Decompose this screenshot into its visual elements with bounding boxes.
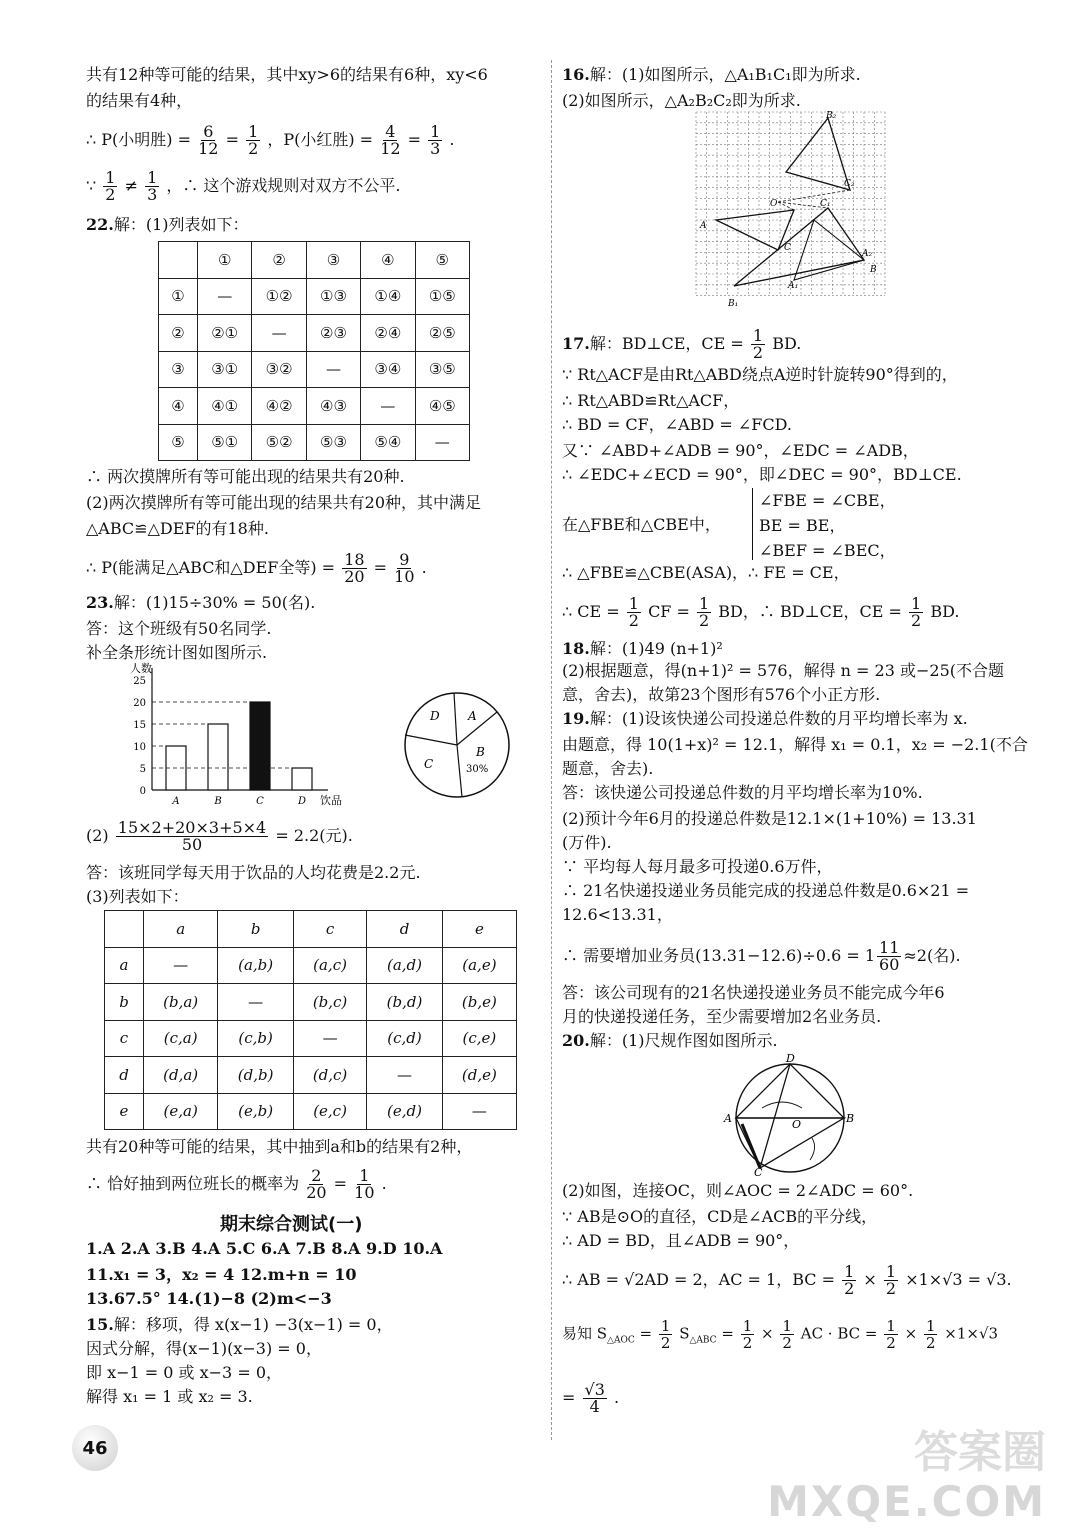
- formula-line: [86, 820, 353, 853]
- text-line: (3)列表如下：: [86, 887, 189, 906]
- table-cell: ①③: [306, 278, 360, 315]
- y-tick-label: 25: [133, 676, 146, 687]
- table-row: [159, 315, 470, 352]
- table-cell: a: [144, 911, 218, 948]
- pie-label-b-pct: 30%: [466, 764, 489, 775]
- fraction: $\frac{1}{2}$: [248, 122, 259, 158]
- fraction: $\frac{1}{10}$: [354, 1166, 375, 1202]
- table-cell: —: [367, 1057, 443, 1094]
- formula-line: [86, 124, 455, 157]
- table-cell: ⑤①: [198, 424, 252, 461]
- table-cell: ③: [306, 242, 360, 279]
- label-b: B: [846, 1112, 855, 1125]
- text: = 2.2(元).: [275, 826, 353, 845]
- fraction: $\frac{1}{2}$: [752, 326, 764, 362]
- fraction: $\frac{1}{2}$: [911, 594, 922, 630]
- text: 解：(1)15÷30% = 50(名).: [113, 593, 316, 612]
- text-line: 补全条形统计图如图所示.: [86, 643, 268, 662]
- text-line: 又∵ ∠ABD+∠ADB = 90°，∠EDC = ∠ADB，: [562, 441, 919, 460]
- table-cell: (b,a): [144, 984, 218, 1021]
- table-cell: —: [252, 315, 306, 352]
- text-line: 因式分解，得(x−1)(x−3) = 0，: [86, 1339, 322, 1358]
- table-cell: —: [415, 424, 469, 461]
- table-cell: (c,d): [367, 1020, 443, 1057]
- pie-label-b: B: [476, 745, 485, 759]
- text-line: ∴ △FBE≌△CBE(ASA)，∴ FE = CE，: [562, 563, 850, 582]
- table-cell: ①④: [361, 278, 415, 315]
- question-20: [562, 1030, 778, 1052]
- text: 解：(1)49 (n+1)²: [589, 639, 723, 658]
- text-line: 在△FBE和△CBE中，: [562, 515, 721, 534]
- text: 解：(1)设该快递公司投递总件数的月平均增长率为 x.: [589, 709, 968, 728]
- text: ∴ P(能满足△ABC和△DEF全等) =: [86, 558, 336, 577]
- text-line: (2)根据题意，得(n+1)² = 576，解得 n = 23 或−25(不合题: [562, 661, 1004, 680]
- table-cell: ④⑤: [415, 388, 469, 425]
- table-cell: ①⑤: [415, 278, 469, 315]
- table-cell: e: [105, 1093, 144, 1130]
- page-number: 46: [72, 1425, 118, 1471]
- text: 解：(1)如图所示，△A₁B₁C₁即为所求.: [589, 65, 861, 84]
- table-cell: (d,b): [218, 1057, 294, 1094]
- table-header-row: [105, 911, 517, 948]
- bar-B: [208, 724, 228, 790]
- text-line: 答：该公司现有的21名快递投递业务员不能完成今年6: [562, 983, 945, 1002]
- text-line: △ABC≌△DEF的有18种.: [86, 519, 269, 538]
- fraction: $\frac{√3}{4}$: [584, 1380, 605, 1416]
- table-row: [159, 278, 470, 315]
- fraction: $\frac{1}{2}$: [742, 1317, 753, 1352]
- y-tick-label: 20: [133, 698, 146, 709]
- table-cell: (e,d): [367, 1093, 443, 1130]
- table-row: [105, 1020, 517, 1057]
- question-number: 19.: [562, 709, 590, 728]
- table-cell: —: [442, 1093, 516, 1130]
- fraction: $\frac{1}{2}$: [105, 168, 116, 204]
- text-line: 题意，舍去).: [562, 759, 654, 778]
- x-tick-label: C: [256, 796, 264, 807]
- formula-line: ∴ 恰好抽到两位班长的概率为 $\frac{2}{20}$ = $\frac{1}{10}$ .: [86, 1166, 387, 1202]
- column-divider: [551, 60, 552, 1440]
- formula-line: = $\frac{√3}{4}$ .: [562, 1380, 620, 1416]
- fraction: $\frac{1}{2}$: [844, 1262, 855, 1298]
- table-cell: ①②: [252, 278, 306, 315]
- fraction: $\frac{9}{10}$: [394, 550, 415, 586]
- fraction: $\frac{1}{2}$: [885, 1262, 897, 1298]
- bar-C: [250, 702, 270, 790]
- text-line: 即 x−1 = 0 或 x−3 = 0，: [86, 1363, 282, 1382]
- label: B₂: [826, 111, 837, 121]
- text: ，∴ 这个游戏规则对双方不公平.: [166, 176, 401, 195]
- table-cell: (a,b): [218, 947, 294, 984]
- fraction: $\frac{1}{3}$: [430, 122, 441, 158]
- text: .: [449, 130, 455, 149]
- formula-line: ∴ AB = √2AD = 2，AC = 1，BC = $\frac{1}{2}$ × $\frac{1}{2}$ ×1×√3 = √3.: [562, 1262, 1012, 1298]
- text-line: ∴ 两次摸牌所有等可能出现的结果共有20种.: [86, 467, 405, 486]
- question-number: 16.: [562, 65, 590, 84]
- table-cell: ④③: [306, 388, 360, 425]
- table-cell: ③④: [361, 351, 415, 388]
- circle-figure: [722, 1052, 858, 1176]
- table-row: [105, 1057, 517, 1094]
- table-cell: d: [367, 911, 443, 948]
- pie-chart: [402, 690, 512, 800]
- table-cell: ③: [159, 351, 198, 388]
- table-cell: [105, 911, 144, 948]
- table-22: [158, 241, 470, 461]
- table-cell: ④: [159, 388, 198, 425]
- table-cell: ⑤②: [252, 424, 306, 461]
- table-cell: —: [306, 351, 360, 388]
- fraction: $\frac{15\times 2+20\times 3+5\times 4}{50}$: [117, 818, 267, 854]
- table-cell: (a,d): [367, 947, 443, 984]
- y-tick-label: 10: [133, 742, 146, 753]
- fraction: $\frac{1}{2}$: [782, 1317, 792, 1352]
- construction-arc: [810, 1138, 815, 1160]
- question-number: 15.: [86, 1315, 114, 1334]
- table-cell: —: [293, 1020, 366, 1057]
- table-cell: ②⑤: [415, 315, 469, 352]
- y-tick-label: 15: [133, 720, 146, 731]
- fraction: $\frac{18}{20}$: [344, 550, 365, 586]
- construction-line: [778, 202, 794, 210]
- bar-chart: [110, 660, 360, 810]
- fraction: $\frac{1}{2}$: [886, 1317, 896, 1352]
- text-line: (2)如图所示，△A₂B₂C₂即为所求.: [562, 91, 801, 110]
- pie-divider: [457, 745, 462, 797]
- watermark-url: MXQE.COM: [767, 1477, 1046, 1526]
- y-tick-label: 5: [139, 764, 146, 775]
- question-number: 23.: [86, 593, 114, 612]
- table-cell: e: [442, 911, 516, 948]
- triangle-acb: [736, 1118, 844, 1168]
- table-cell: (d,a): [144, 1057, 218, 1094]
- text-line: BE = BE，: [759, 516, 846, 535]
- table-cell: c: [293, 911, 366, 948]
- text-line: 月的快递投递任务，至少需要增加2名业务员.: [562, 1007, 882, 1026]
- table-cell: (c,e): [442, 1020, 516, 1057]
- table-cell: (c,b): [218, 1020, 294, 1057]
- table-cell: ③②: [252, 351, 306, 388]
- fraction: $\frac{6}{12}$: [198, 122, 219, 158]
- table-cell: a: [105, 947, 144, 984]
- fraction: $\frac{2}{20}$: [306, 1166, 327, 1202]
- label: C: [784, 243, 791, 253]
- text: =: [225, 130, 239, 149]
- table-cell: ③⑤: [415, 351, 469, 388]
- text-line: 的结果有4种，: [86, 91, 193, 110]
- table-row: [159, 388, 470, 425]
- label-d: D: [786, 1052, 795, 1065]
- text-line: 解得 x₁ = 1 或 x₂ = 3.: [86, 1387, 253, 1406]
- text-line: 答：该快递公司投递总件数的月平均增长率为10%.: [562, 783, 923, 802]
- text: ≠: [124, 176, 138, 195]
- table-cell: b: [218, 911, 294, 948]
- table-cell: (c,a): [144, 1020, 218, 1057]
- question-22: [86, 214, 249, 236]
- table-23: [104, 910, 517, 1130]
- text-line: 12.6<13.31，: [562, 905, 673, 924]
- text: =: [407, 130, 422, 149]
- text-line: 答：这个班级有50名同学.: [86, 619, 272, 638]
- text-line: ∵ AB是⊙O的直径，CD是∠ACB的平分线，: [562, 1207, 878, 1226]
- formula-line: 易知 $S_{\triangle AOC}$ = $\frac{1}{2}$ $S_{\triangle ABC}$ = $\frac{1}{2}$ × $\frac{1}{2}$ AC · BC = $\frac{1}{2}$ × $\frac{1}{2}$ ×1×√3: [562, 1317, 999, 1352]
- table-cell: ②: [252, 242, 306, 279]
- fraction: $\frac{1}{3}$: [147, 168, 158, 204]
- label-a: A: [724, 1112, 732, 1125]
- fraction: $\frac{11}{60}$: [879, 938, 900, 974]
- grid-figure: [694, 110, 890, 310]
- table-cell: ②③: [306, 315, 360, 352]
- label: B: [870, 265, 877, 275]
- table-cell: ①: [159, 278, 198, 315]
- table-row: [105, 984, 517, 1021]
- table-cell: (b,e): [442, 984, 516, 1021]
- label: A₂: [862, 249, 873, 259]
- table-cell: ⑤: [159, 424, 198, 461]
- text-line: (万件).: [562, 833, 612, 852]
- question-18: [562, 638, 723, 660]
- grid-lines: [696, 112, 885, 296]
- y-axis-label: 人数: [130, 662, 152, 675]
- fraction: $\frac{1}{2}$: [925, 1317, 936, 1352]
- pie-label-c: C: [424, 757, 434, 771]
- text-line: ∵ Rt△ACF是由Rt△ABD绕点A逆时针旋转90°得到的，: [562, 365, 958, 384]
- question-17: [562, 328, 801, 361]
- question-16: [562, 64, 861, 86]
- table-cell: (e,a): [144, 1093, 218, 1130]
- table-cell: (b,d): [367, 984, 443, 1021]
- text: ∵: [86, 176, 97, 195]
- construction-arc: [762, 1102, 802, 1108]
- triangle-adb: [736, 1064, 844, 1118]
- pie-divider: [457, 712, 497, 745]
- text-line: ∴ ∠EDC+∠ECD = 90°，即∠DEC = 90°，BD⊥CE.: [562, 465, 962, 484]
- table-cell: ⑤: [415, 242, 469, 279]
- text: BD.: [772, 334, 802, 353]
- text-line: 答：该班同学每天用于饮品的人均花费是2.2元.: [86, 863, 421, 882]
- question-15: [86, 1314, 393, 1336]
- label-c: C: [754, 1166, 763, 1176]
- triangle-a2b2c2: [786, 118, 850, 190]
- table-row: [105, 947, 517, 984]
- table-cell: —: [361, 388, 415, 425]
- text: 解：(1)列表如下：: [113, 215, 249, 234]
- text: ∴ 恰好抽到两位班长的概率为: [86, 1174, 300, 1193]
- question-number: 18.: [562, 639, 590, 658]
- text: ∴ P(小明胜) =: [86, 130, 192, 149]
- table-cell: ⑤④: [361, 424, 415, 461]
- label: A: [700, 221, 707, 231]
- pie-label-d: D: [430, 709, 440, 723]
- text: 解：BD⊥CE，CE =: [589, 334, 744, 353]
- label: C₁: [820, 199, 831, 209]
- table-cell: (d,e): [442, 1057, 516, 1094]
- formula-line: ∴ P(能满足△ABC和△DEF全等) = $\frac{18}{20}$ = $\frac{9}{10}$ .: [86, 550, 427, 586]
- table-cell: b: [105, 984, 144, 1021]
- table-cell: [159, 242, 198, 279]
- label: A₁: [788, 281, 799, 291]
- table-cell: (e,b): [218, 1093, 294, 1130]
- text: =: [373, 558, 388, 577]
- fraction: $\frac{1}{2}$: [699, 594, 710, 630]
- fraction: $\frac{4}{12}$: [380, 122, 401, 158]
- table-cell: ③①: [198, 351, 252, 388]
- question-number: 20.: [562, 1031, 590, 1050]
- question-19: [562, 708, 968, 730]
- text-line: ∴ BD = CF，∠ABD = ∠FCD.: [562, 415, 792, 434]
- angle-mark: [742, 1124, 760, 1168]
- x-axis-label: 饮品: [320, 794, 342, 807]
- pie-divider: [405, 735, 457, 745]
- brace-group: [752, 488, 896, 560]
- text-line: (2)两次摸牌所有等可能出现的结果共有20种，其中满足: [86, 493, 482, 512]
- x-tick-label: B: [214, 796, 222, 807]
- table-cell: (a,e): [442, 947, 516, 984]
- table-cell: ⑤③: [306, 424, 360, 461]
- text-line: ∠FBE = ∠CBE，: [759, 491, 896, 510]
- table-header-row: [159, 242, 470, 279]
- text-line: ∵ 平均每人每月最多可投递0.6万件，: [562, 857, 833, 876]
- text-line: ∠BEF = ∠BEC，: [759, 541, 896, 560]
- formula-line: [86, 170, 401, 203]
- label: B₁: [728, 299, 739, 309]
- text: 解：(1)尺规作图如图所示.: [589, 1031, 778, 1050]
- text-line: (2)预计今年6月的投递总件数是12.1×(1+10%) = 13.31: [562, 809, 977, 828]
- table-row: [159, 424, 470, 461]
- text: (2): [86, 826, 109, 845]
- question-number: 17.: [562, 334, 590, 353]
- watermark-logo: 答案圈: [914, 1427, 1046, 1478]
- formula-line: ∴ CE = $\frac{1}{2}$ CF = $\frac{1}{2}$ BD，∴ BD⊥CE，CE = $\frac{1}{2}$ BD.: [562, 594, 960, 630]
- table-cell: ②①: [198, 315, 252, 352]
- label: C₂: [844, 179, 855, 189]
- question-number: 22.: [86, 215, 114, 234]
- table-row: [159, 351, 470, 388]
- question-23: [86, 592, 315, 614]
- text-line: ∴ AD = BD，且∠ADB = 90°，: [562, 1231, 800, 1250]
- bar-D: [292, 768, 312, 790]
- x-tick-label: D: [297, 796, 307, 807]
- text: ，P(小红胜) =: [267, 130, 374, 149]
- table-cell: (a,c): [293, 947, 366, 984]
- table-cell: ④②: [252, 388, 306, 425]
- pie-divider: [454, 693, 457, 745]
- section-title: 期末综合测试(一): [220, 1214, 363, 1235]
- table-cell: ②④: [361, 315, 415, 352]
- text-line: 共有12种等可能的结果，其中xy>6的结果有6种，xy<6: [86, 65, 488, 84]
- text: 解：移项，得 x(x−1) −3(x−1) = 0，: [113, 1315, 393, 1334]
- formula-line: ∴ 需要增加业务员(13.31−12.6)÷0.6 = 1 $\frac{11}{60}$ ≈2(名).: [562, 938, 961, 974]
- label: O: [770, 199, 778, 209]
- answers-line: 13.67.5° 14.(1)−8 (2)m<−3: [86, 1289, 332, 1308]
- text-line: 意，舍去)，故第23个图形有576个小正方形.: [562, 685, 881, 704]
- text: =: [333, 1174, 348, 1193]
- table-cell: —: [218, 984, 294, 1021]
- text-line: 共有20种等可能的结果，其中抽到a和b的结果有2种，: [86, 1137, 473, 1156]
- text-line: ∴ 21名快递投递业务员能完成的投递总件数是0.6×21 =: [562, 881, 970, 900]
- table-cell: (b,c): [293, 984, 366, 1021]
- answers-line: 1.A 2.A 3.B 4.A 5.C 6.A 7.B 8.A 9.D 10.A: [86, 1239, 443, 1258]
- text-line: (2)如图，连接OC，则∠AOC = 2∠ADC = 60°.: [562, 1181, 914, 1200]
- construction-line: [778, 190, 850, 202]
- fraction: $\frac{1}{2}$: [628, 594, 639, 630]
- text-line: 由题意，得 10(1+x)² = 12.1，解得 x₁ = 0.1，x₂ = −2.1(不合: [562, 735, 1028, 754]
- table-cell: ①: [198, 242, 252, 279]
- x-tick-label: A: [172, 796, 180, 807]
- answers-line: 11.x₁ = 3，x₂ = 4 12.m+n = 10: [86, 1265, 357, 1284]
- table-cell: —: [144, 947, 218, 984]
- table-row: [105, 1093, 517, 1130]
- table-cell: d: [105, 1057, 144, 1094]
- table-cell: c: [105, 1020, 144, 1057]
- table-cell: ②: [159, 315, 198, 352]
- fraction: $\frac{1}{2}$: [660, 1317, 671, 1352]
- table-cell: ④: [361, 242, 415, 279]
- table-cell: (d,c): [293, 1057, 366, 1094]
- table-cell: —: [198, 278, 252, 315]
- table-cell: ④①: [198, 388, 252, 425]
- label-o: O: [792, 1118, 802, 1131]
- y-tick-label: 0: [139, 786, 146, 797]
- pie-label-a: A: [468, 709, 477, 723]
- table-cell: (e,c): [293, 1093, 366, 1130]
- text-line: ∴ Rt△ABD≌Rt△ACF，: [562, 391, 740, 410]
